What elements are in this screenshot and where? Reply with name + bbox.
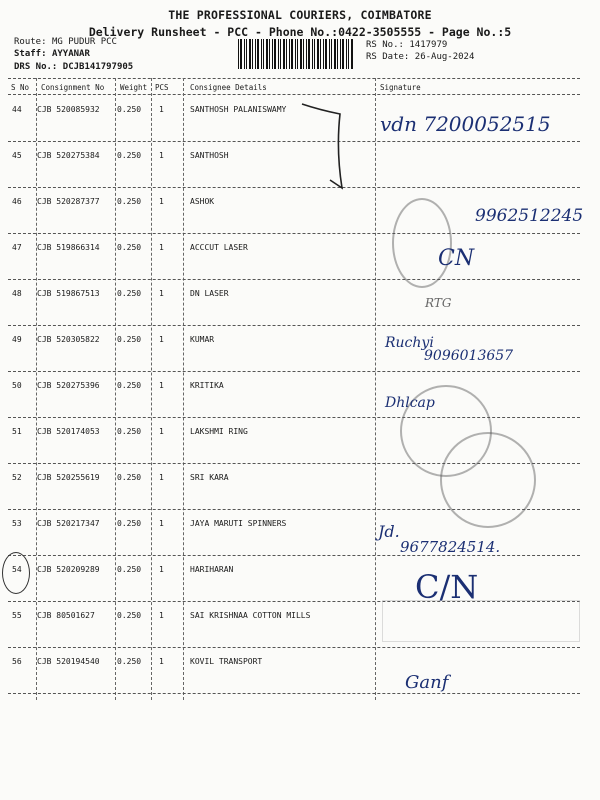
cell-pcs: 1 [159, 151, 164, 160]
barcode-bar [320, 39, 321, 69]
barcode-bar [312, 39, 313, 69]
barcode-bar [297, 39, 298, 69]
barcode-bar [244, 39, 245, 69]
barcode-bar [266, 39, 268, 69]
barcode-bar [274, 39, 276, 69]
cell-pcs: 1 [159, 289, 164, 298]
signature-row46: 9962512245 [475, 206, 584, 226]
col-weight: Weight [120, 83, 148, 92]
cell-pcs: 1 [159, 657, 164, 666]
cell-consignee: LAKSHMI RING [190, 427, 248, 436]
barcode-bar [348, 39, 349, 69]
cell-consignee: SAI KRISHNAA COTTON MILLS [190, 611, 311, 620]
cell-pcs: 1 [159, 197, 164, 206]
circle-mark-54 [2, 552, 30, 594]
header-bottom-rule [8, 94, 580, 95]
cell-consignee: SANTHOSH PALANISWAMY [190, 105, 287, 114]
barcode-bar [295, 39, 296, 69]
runsheet-subtitle: Delivery Runsheet - PCC - Phone No.:0422-3505555 - Page No.:5 [88, 25, 512, 39]
barcode-bar [261, 39, 262, 69]
rs-no-line [366, 40, 447, 50]
cell-consignment-no: CJB 520305822 [37, 335, 100, 344]
stamp-sri-kara [440, 432, 536, 528]
cell-consignee: KUMAR [190, 335, 215, 344]
cell-pcs: 1 [159, 105, 164, 114]
signature-row53-name: Jd. [378, 522, 400, 541]
table-row [8, 234, 580, 280]
row-rule [8, 693, 580, 694]
cell-consignment-no: CJB 520174053 [37, 427, 100, 436]
barcode-bar [340, 39, 341, 69]
signature-row50: Dhlcap [385, 395, 435, 411]
signature-row56: Ganf [405, 672, 449, 693]
barcode-bar [272, 39, 273, 69]
signature-row44: vdn 7200052515 [380, 112, 551, 136]
header-top-rule [8, 78, 580, 79]
phone-row44: 7200052515 [423, 112, 551, 136]
cell-consignment-no: CJB 520085932 [37, 105, 100, 114]
staff-value: AYYANAR [51, 49, 90, 59]
col-pcs: PCS [155, 83, 169, 92]
barcode-bar [280, 39, 281, 69]
company-title: THE PROFESSIONAL COURIERS, COIMBATORE [168, 8, 432, 22]
barcode-bar [291, 39, 293, 69]
table-row [8, 372, 580, 418]
cell-consignment-no: CJB 520287377 [37, 197, 100, 206]
cell-sno: 54 [12, 565, 22, 574]
barcode-bar [300, 39, 302, 69]
cell-sno: 56 [12, 657, 22, 666]
barcode-bar [325, 39, 327, 69]
cell-consignee: HARIHARAN [190, 565, 234, 574]
cell-pcs: 1 [159, 427, 164, 436]
route-value: MG PUDUR PCC [51, 37, 117, 47]
cell-weight: 0.250 [117, 657, 142, 666]
stamp-row48: RTG [425, 296, 452, 310]
cell-pcs: 1 [159, 381, 164, 390]
cell-pcs: 1 [159, 243, 164, 252]
cell-sno: 49 [12, 335, 22, 344]
cell-weight: 0.250 [117, 335, 142, 344]
cell-consignee: JAYA MARUTI SPINNERS [190, 519, 287, 528]
signature-row49: 9096013657 [424, 348, 514, 364]
cell-consignment-no: CJB 519866314 [37, 243, 100, 252]
cell-consignment-no: CJB 519867513 [37, 289, 100, 298]
cell-consignment-no: CJB 520217347 [37, 519, 100, 528]
barcode-bar [238, 39, 239, 69]
cell-consignment-no: CJB 80501627 [37, 611, 95, 620]
barcode-bar [308, 39, 310, 69]
barcode-bar [240, 39, 242, 69]
stamp-accut [392, 198, 452, 288]
cell-pcs: 1 [159, 611, 164, 620]
cell-consignment-no: CJB 520275396 [37, 381, 100, 390]
barcode-bar [329, 39, 330, 69]
barcode-bar [323, 39, 324, 69]
cell-consignee: KOVIL TRANSPORT [190, 657, 263, 666]
cell-sno: 48 [12, 289, 22, 298]
cell-consignment-no: CJB 520255619 [37, 473, 100, 482]
barcode-bar [286, 39, 287, 69]
cell-consignee: ACCCUT LASER [190, 243, 248, 252]
barcode-bar [317, 39, 319, 69]
barcode-bar [246, 39, 247, 69]
cell-sno: 53 [12, 519, 22, 528]
cell-weight: 0.250 [117, 381, 142, 390]
barcode-bar [257, 39, 259, 69]
table-row [8, 280, 580, 326]
cell-consignee: SANTHOSH [190, 151, 229, 160]
barcode-bar [314, 39, 315, 69]
cell-weight: 0.250 [117, 427, 142, 436]
cell-consignee: DN LASER [190, 289, 229, 298]
signature-row53: 9677824514. [400, 538, 501, 556]
cell-weight: 0.250 [117, 519, 142, 528]
barcode-bar [334, 39, 336, 69]
cell-weight: 0.250 [117, 197, 142, 206]
drs-value: DCJB141797905 [62, 62, 134, 72]
cell-pcs: 1 [159, 565, 164, 574]
stamp-sai-krishnaa [382, 600, 580, 642]
route-line [14, 37, 117, 47]
cell-consignment-no: CJB 520209289 [37, 565, 100, 574]
cell-sno: 51 [12, 427, 22, 436]
col-sno: S No [11, 83, 30, 92]
barcode-bar [269, 39, 270, 69]
drs-line [14, 62, 133, 72]
cell-weight: 0.250 [117, 105, 142, 114]
table-row [8, 648, 580, 694]
cell-pcs: 1 [159, 519, 164, 528]
cell-consignee: KRITIKA [190, 381, 224, 390]
cell-sno: 44 [12, 105, 22, 114]
cell-weight: 0.250 [117, 289, 142, 298]
col-signature: Signature [380, 83, 421, 92]
signature-row54: C/N [415, 568, 479, 606]
table-row [8, 142, 580, 188]
barcode-bar [337, 39, 338, 69]
cell-weight: 0.250 [117, 473, 142, 482]
cell-sno: 47 [12, 243, 22, 252]
cell-weight: 0.250 [117, 151, 142, 160]
staff-line [14, 49, 90, 59]
rs-date-label: RS Date: [366, 52, 410, 62]
cell-consignment-no: CJB 520275384 [37, 151, 100, 160]
barcode-bar [255, 39, 256, 69]
barcode-bar [263, 39, 264, 69]
cell-weight: 0.250 [117, 565, 142, 574]
signature-row47: CN [438, 246, 475, 271]
barcode [238, 39, 356, 69]
cell-sno: 46 [12, 197, 22, 206]
cell-sno: 45 [12, 151, 22, 160]
cell-sno: 50 [12, 381, 22, 390]
barcode-bar [351, 39, 353, 69]
col-consignment: Consignment No [41, 83, 105, 92]
rs-date-value: 26-Aug-2024 [414, 52, 475, 62]
cell-consignee: SRI KARA [190, 473, 229, 482]
rs-no-value: 1417979 [409, 40, 448, 50]
drs-label: DRS No.: [14, 62, 58, 72]
cell-weight: 0.250 [117, 611, 142, 620]
barcode-bar [306, 39, 307, 69]
barcode-bar [278, 39, 279, 69]
barcode-bar [283, 39, 285, 69]
rs-no-label: RS No.: [366, 40, 404, 50]
table-row [8, 556, 580, 602]
barcode-bar [303, 39, 304, 69]
staff-label: Staff: [14, 49, 47, 59]
barcode-bar [342, 39, 344, 69]
cell-weight: 0.250 [117, 243, 142, 252]
barcode-bar [249, 39, 251, 69]
cell-pcs: 1 [159, 473, 164, 482]
signature-stroke-row44-45 [300, 100, 360, 192]
cell-pcs: 1 [159, 335, 164, 344]
cell-sno: 55 [12, 611, 22, 620]
barcode-bar [346, 39, 347, 69]
signature-row49-name: Ruchyi [385, 335, 434, 351]
barcode-bar [252, 39, 253, 69]
barcode-bar [331, 39, 332, 69]
rs-date-line [366, 52, 474, 62]
route-label: Route: [14, 37, 47, 47]
barcode-bar [289, 39, 290, 69]
col-consignee: Consignee Details [190, 83, 267, 92]
cell-consignee: ASHOK [190, 197, 215, 206]
cell-consignment-no: CJB 520194540 [37, 657, 100, 666]
cell-sno: 52 [12, 473, 22, 482]
